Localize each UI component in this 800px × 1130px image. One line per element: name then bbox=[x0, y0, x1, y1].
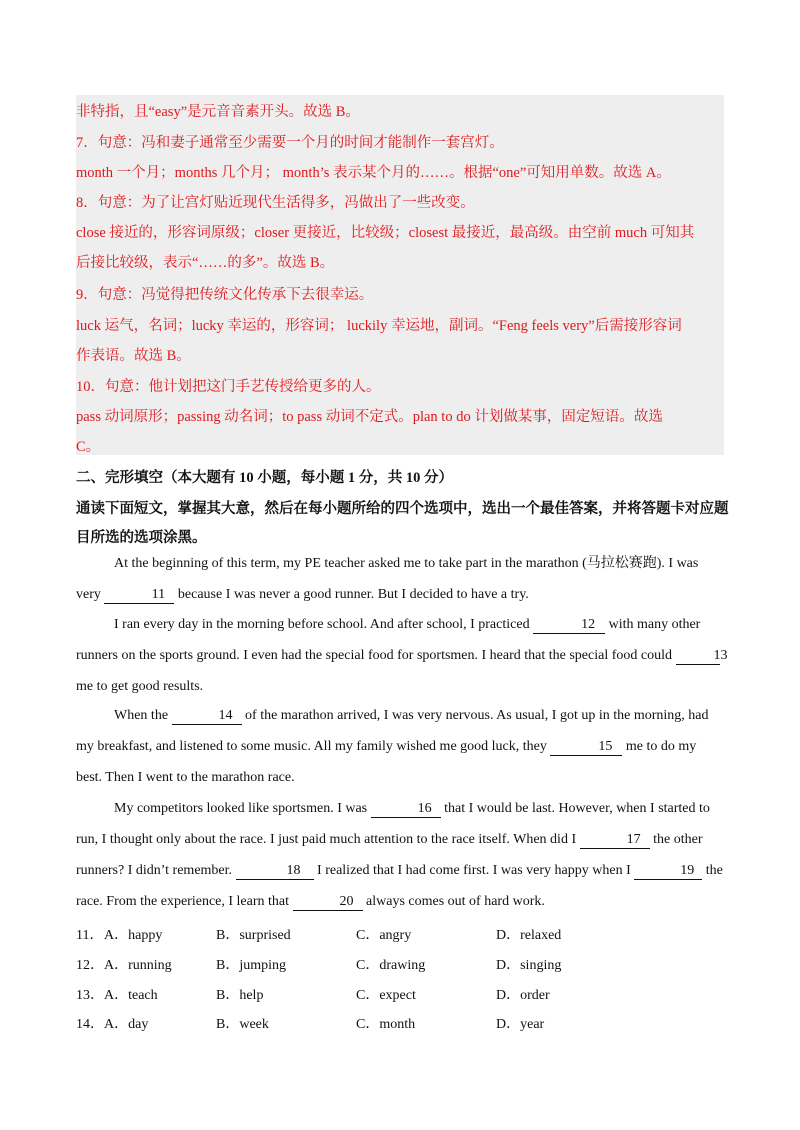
section-instructions: 目所选的选项涂黑。 bbox=[76, 530, 207, 546]
question-number: 12． bbox=[76, 958, 104, 973]
option-d[interactable]: D．order bbox=[496, 988, 550, 1003]
option-b[interactable]: B．jumping bbox=[216, 958, 287, 973]
option-b[interactable]: B．surprised bbox=[216, 928, 291, 943]
option-c[interactable]: C．month bbox=[356, 1017, 416, 1032]
option-d[interactable]: D．singing bbox=[496, 958, 562, 973]
option-a[interactable]: A．happy bbox=[104, 928, 163, 943]
option-c[interactable]: C．angry bbox=[356, 928, 412, 943]
explanation-line: C。 bbox=[76, 439, 101, 455]
blank-14[interactable]: 14 bbox=[172, 708, 242, 725]
option-d[interactable]: D．year bbox=[496, 1017, 545, 1032]
option-b[interactable]: B．week bbox=[216, 1017, 269, 1032]
explanation-line: month 一个月；months 几个月； month’s 表示某个月的……。根据“one”可知用单数。故选 A。 bbox=[76, 165, 671, 181]
passage-paragraph: I ran every day in the morning before school. And after school, I practiced 12 with many other runners on the sports ground. I even had the special food for sportsmen. I heard that the special food could 13 me to get good results. bbox=[76, 617, 728, 694]
explanation-line: close 接近的，形容词原级；closer 更接近，比较级；closest 最接近，最高级。由空前 much 可知其 bbox=[76, 225, 695, 241]
option-a[interactable]: A．running bbox=[104, 958, 172, 973]
explanation-line: pass 动词原形；passing 动名词；to pass 动词不定式。plan to do 计划做某事，固定短语。故选 bbox=[76, 409, 663, 425]
option-a[interactable]: A．teach bbox=[104, 988, 158, 1003]
explanation-line: 9．句意：冯觉得把传统文化传承下去很幸运。 bbox=[76, 287, 374, 303]
blank-17[interactable]: 17 bbox=[580, 832, 650, 849]
blank-16[interactable]: 16 bbox=[371, 801, 441, 818]
blank-11[interactable]: 11 bbox=[104, 587, 174, 604]
blank-13[interactable]: 13 bbox=[676, 648, 720, 665]
passage-paragraph: At the beginning of this term, my PE teacher asked me to take part in the marathon (马拉松赛跑). I was very 11 because I was never a good runner. But I decided to have a try. bbox=[76, 556, 699, 602]
explanation-line: 10．句意：他计划把这门手艺传授给更多的人。 bbox=[76, 379, 381, 395]
option-b[interactable]: B．help bbox=[216, 988, 264, 1003]
blank-12[interactable]: 12 bbox=[533, 617, 605, 634]
explanation-line: 7．句意：冯和妻子通常至少需要一个月的时间才能制作一套宫灯。 bbox=[76, 135, 504, 151]
explanation-line: 8．句意：为了让宫灯贴近现代生活得多，冯做出了一些改变。 bbox=[76, 195, 475, 211]
explanation-line: 非特指，且“easy”是元音音素开头。故选 B。 bbox=[76, 104, 360, 120]
explanation-line: 后接比较级，表示“……的多”。故选 B。 bbox=[76, 255, 335, 271]
option-d[interactable]: D．relaxed bbox=[496, 928, 562, 943]
option-c[interactable]: C．expect bbox=[356, 988, 416, 1003]
question-number: 11． bbox=[76, 928, 104, 943]
passage-paragraph: My competitors looked like sportsmen. I was 16 that I would be last. However, when I started to run, I thought only about the race. I just paid much attention to the race itself. When did I 17 the other runners? I didn’t remember. 18 I realized that I had come first. I was very happy when I 19 the race. From the experience, I learn that 20 always comes out of hard work. bbox=[76, 801, 723, 909]
passage-paragraph: When the 14 of the marathon arrived, I was very nervous. As usual, I got up in the morning, had my breakfast, and listened to some music. All my family wished me good luck, they 15 me to do my best. Then I went to the marathon race. bbox=[76, 708, 709, 785]
option-a[interactable]: A．day bbox=[104, 1017, 149, 1032]
explanation-line: luck 运气，名词；lucky 幸运的，形容词； luckily 幸运地，副词。“Feng feels very”后需接形容词 bbox=[76, 318, 682, 334]
section-instructions: 通读下面短文，掌握其大意，然后在每小题所给的四个选项中，选出一个最佳答案，并将答题卡对应题 bbox=[76, 501, 729, 517]
blank-18[interactable]: 18 bbox=[236, 863, 314, 880]
blank-15[interactable]: 15 bbox=[550, 739, 622, 756]
question-number: 14． bbox=[76, 1017, 104, 1032]
blank-20[interactable]: 20 bbox=[293, 894, 363, 911]
explanation-line: 作表语。故选 B。 bbox=[76, 348, 191, 364]
option-c[interactable]: C．drawing bbox=[356, 958, 426, 973]
section-title: 二、完形填空（本大题有 10 小题，每小题 1 分，共 10 分） bbox=[76, 470, 453, 486]
question-number: 13． bbox=[76, 988, 104, 1003]
blank-19[interactable]: 19 bbox=[634, 863, 702, 880]
